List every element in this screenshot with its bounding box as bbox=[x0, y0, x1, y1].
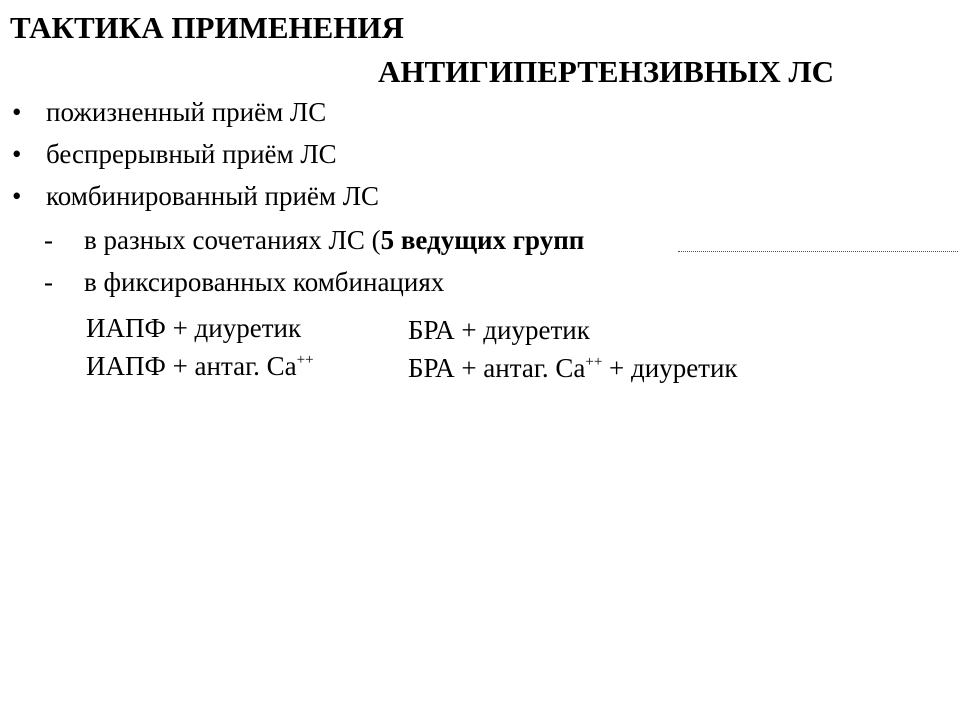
sub-item bbox=[44, 264, 444, 300]
slide-title-line-2: АНТИГИПЕРТЕНЗИВНЫХ ЛС bbox=[378, 54, 835, 89]
combination-text: БРА + антаг. Са bbox=[408, 353, 586, 383]
bullet-marker: • bbox=[12, 181, 22, 211]
combination-iapf-diuretic: ИАПФ + диуретик bbox=[86, 313, 302, 343]
dotted-rule bbox=[678, 251, 958, 252]
bullet-text: беспрерывный приём ЛС bbox=[46, 139, 337, 169]
combination-text-suffix: + диуретик bbox=[602, 353, 738, 383]
combination-bra-ca-antagonist-diuretic bbox=[408, 350, 738, 386]
sub-item bbox=[44, 222, 584, 258]
slide-title-line-1: ТАКТИКА ПРИМЕНЕНИЯ bbox=[10, 10, 404, 45]
superscript: ++ bbox=[296, 352, 314, 368]
superscript: ++ bbox=[585, 354, 603, 370]
bullet-text: пожизненный приём ЛС bbox=[46, 97, 327, 127]
combination-iapf-ca-antagonist bbox=[86, 348, 314, 384]
sub-item-text: в фиксированных комбинациях bbox=[84, 267, 445, 297]
combination-text: ИАПФ + антаг. Са bbox=[86, 351, 297, 381]
bullet-text: комбинированный приём ЛС bbox=[46, 181, 380, 211]
bullet-item bbox=[8, 94, 326, 130]
sub-marker: - bbox=[44, 225, 53, 255]
sub-marker: - bbox=[44, 267, 53, 297]
bullet-marker: • bbox=[12, 139, 22, 169]
sub-item-text: в разных сочетаниях ЛС ( bbox=[84, 225, 381, 255]
sub-item-bold-text: 5 ведущих групп bbox=[380, 225, 585, 255]
bullet-item bbox=[8, 136, 337, 172]
bullet-item bbox=[8, 178, 379, 214]
bullet-marker: • bbox=[12, 97, 22, 127]
combination-bra-diuretic: БРА + диуретик bbox=[408, 315, 590, 345]
